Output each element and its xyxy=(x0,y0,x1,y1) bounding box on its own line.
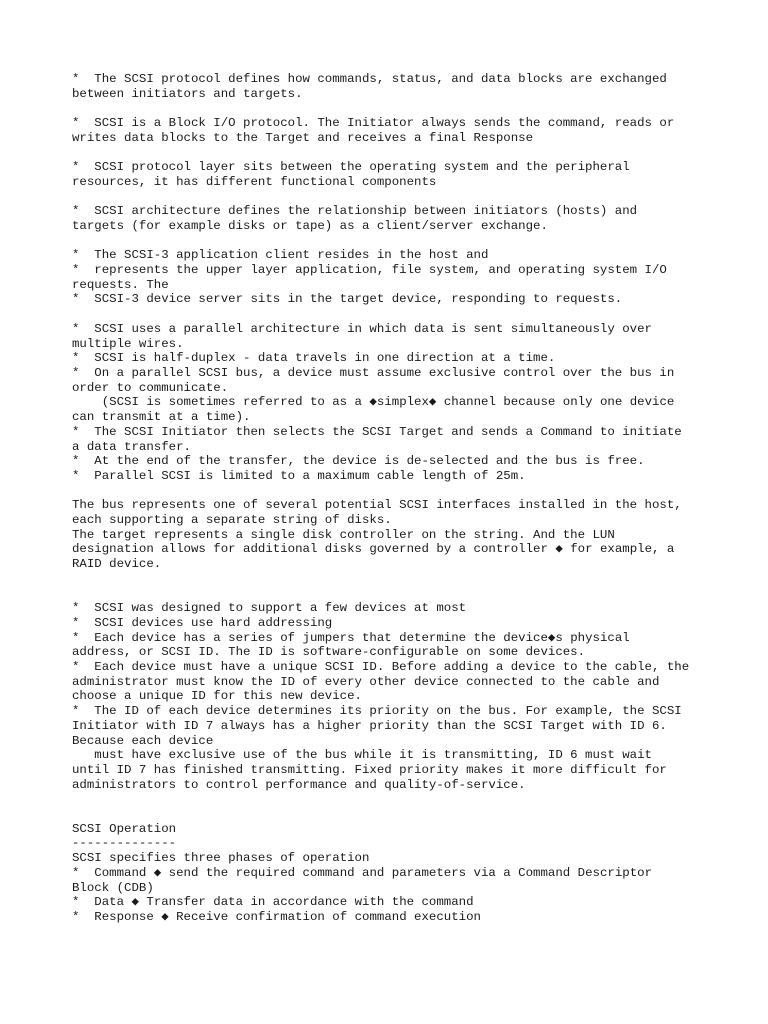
text-line: writes data blocks to the Target and receives a final Response xyxy=(72,130,534,145)
text-line: resources, it has different functional components xyxy=(72,174,437,189)
paragraph-bus-target-lun xyxy=(72,498,712,572)
text-line: choose a unique ID for this new device. xyxy=(72,689,362,704)
paragraph-parallel-architecture xyxy=(72,322,712,484)
text-line: Because each device xyxy=(72,733,214,748)
heading-underline: -------------- xyxy=(72,836,177,851)
text-line: address, or SCSI ID. The ID is software-configurable on some devices. xyxy=(72,645,586,660)
text-line: * The SCSI Initiator then selects the SCSI Target and sends a Command to initiate xyxy=(72,424,682,439)
text-line: * The SCSI protocol defines how commands, status, and data blocks are exchanged xyxy=(72,72,667,86)
text-line: * SCSI devices use hard addressing xyxy=(72,615,333,630)
paragraph-addressing xyxy=(72,601,712,792)
spacer xyxy=(72,807,712,822)
text-line: * At the end of the transfer, the device is de-selected and the bus is free. xyxy=(72,454,645,469)
text-line: Block (CDB) xyxy=(72,880,154,895)
text-line: can transmit at a time). xyxy=(72,410,251,425)
text-line: * The ID of each device determines its priority on the bus. For example, the SCSI xyxy=(72,704,682,719)
text-line: * SCSI is a Block I/O protocol. The Initiator always sends the command, reads or xyxy=(72,116,675,131)
text-line: Initiator with ID 7 always has a higher priority than the SCSI Target with ID 6. xyxy=(72,718,667,733)
text-line: * Response ◆ Receive confirmation of command execution xyxy=(72,909,481,924)
text-line: * SCSI is half-duplex - data travels in one direction at a time. xyxy=(72,351,556,366)
text-line: * Each device must have a unique SCSI ID. Before adding a device to the cable, the xyxy=(72,660,690,674)
paragraph-scsi-protocol xyxy=(72,72,712,101)
text-line: * SCSI-3 device server sits in the target device, responding to requests. xyxy=(72,292,623,307)
text-line: designation allows for additional disks governed by a controller ◆ for example, a xyxy=(72,542,675,557)
text-line: a data transfer. xyxy=(72,439,191,454)
text-line: The bus represents one of several potential SCSI interfaces installed in the host, xyxy=(72,498,682,513)
text-line: targets (for example disks or tape) as a client/server exchange. xyxy=(72,218,548,233)
text-line: * The SCSI-3 application client resides in the host and xyxy=(72,248,489,263)
document-page xyxy=(72,72,712,939)
paragraph-architecture xyxy=(72,204,712,233)
section-scsi-operation xyxy=(72,822,712,925)
text-line: multiple wires. xyxy=(72,336,184,351)
spacer xyxy=(72,587,712,602)
text-line: each supporting a separate string of disks. xyxy=(72,513,392,527)
text-line: requests. The xyxy=(72,277,169,292)
text-line: RAID device. xyxy=(72,557,162,572)
text-line: * On a parallel SCSI bus, a device must assume exclusive control over the bus in xyxy=(72,365,675,380)
text-line: order to communicate. xyxy=(72,380,229,395)
text-line: * Parallel SCSI is limited to a maximum cable length of 25m. xyxy=(72,468,526,483)
paragraph-scsi3-client-server xyxy=(72,248,712,307)
text-line: * SCSI uses a parallel architecture in which data is sent simultaneously over xyxy=(72,321,652,336)
text-line: administrator must know the ID of every other device connected to the cable and xyxy=(72,674,660,689)
text-line: * Data ◆ Transfer data in accordance with the command xyxy=(72,895,474,910)
text-line: * SCSI was designed to support a few devices at most xyxy=(72,601,467,616)
text-line: between initiators and targets. xyxy=(72,86,303,101)
text-line: administrators to control performance and quality-of-service. xyxy=(72,777,526,792)
text-line: * SCSI protocol layer sits between the operating system and the peripheral xyxy=(72,160,630,175)
text-line: (SCSI is sometimes referred to as a ◆simplex◆ channel because only one device xyxy=(72,395,675,410)
text-line: SCSI specifies three phases of operation xyxy=(72,851,370,866)
text-line: * represents the upper layer application, file system, and operating system I/O xyxy=(72,263,667,278)
text-line: must have exclusive use of the bus while it is transmitting, ID 6 must wait xyxy=(72,748,652,763)
section-heading: SCSI Operation xyxy=(72,821,177,836)
paragraph-block-io xyxy=(72,116,712,145)
text-line: until ID 7 has finished transmitting. Fixed priority makes it more difficult for xyxy=(72,762,667,777)
text-line: * SCSI architecture defines the relationship between initiators (hosts) and xyxy=(72,204,638,219)
text-line: * Command ◆ send the required command and parameters via a Command Descriptor xyxy=(72,865,653,880)
paragraph-protocol-layer xyxy=(72,160,712,189)
text-line: * Each device has a series of jumpers that determine the device◆s physical xyxy=(72,630,630,645)
text-line: The target represents a single disk controller on the string. And the LUN xyxy=(72,527,615,542)
